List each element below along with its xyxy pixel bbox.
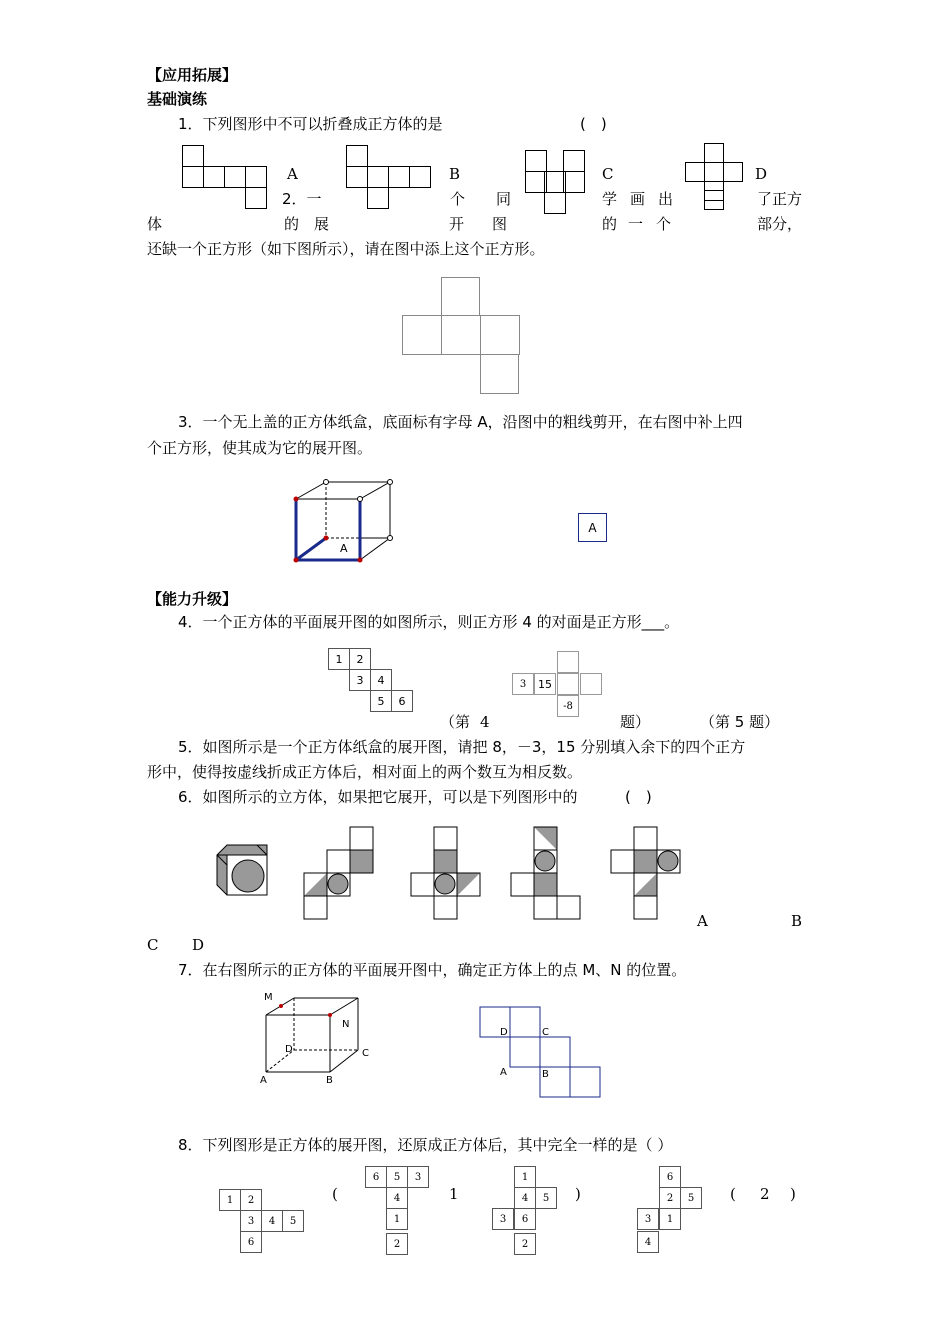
q4-caption-b: 题） xyxy=(620,713,651,731)
q7-cube-a: A xyxy=(260,1075,267,1086)
section-application: 【应用拓展】 xyxy=(147,66,238,84)
q3-cube xyxy=(290,478,400,568)
q3-line2: 个正方形，使其成为它的展开图。 xyxy=(147,439,373,457)
q7-text: 7．在右图所示的正方体的平面展开图中，确定正方体上的点 M、N 的位置。 xyxy=(178,961,687,979)
q8-mark: 2 xyxy=(760,1185,770,1203)
section-ability: 【能力升级】 xyxy=(147,590,238,608)
q2-word: 开 xyxy=(449,215,465,233)
q5-line2: 形中，使得按虚线折成正方体后，相对面上的两个数互为相反数。 xyxy=(147,763,583,781)
q6-cube xyxy=(215,843,275,903)
section-basic: 基础演练 xyxy=(147,90,208,108)
q8-mark: 1 xyxy=(449,1185,459,1203)
q4-caption-a: （第 xyxy=(440,713,471,731)
q1-text: 1．下列图形中不可以折叠成正方体的是 xyxy=(178,115,443,133)
q2-word: 了正方 xyxy=(757,190,803,208)
q2-word: 的 xyxy=(602,215,618,233)
q6-label-a: A xyxy=(697,912,708,930)
q2-word: 学 xyxy=(602,190,618,208)
q6-label-b: B xyxy=(791,912,803,930)
q8-mark: ( xyxy=(730,1185,736,1203)
q2-word: 2．一 xyxy=(282,190,322,208)
q2-word: 展 xyxy=(314,215,330,233)
q2-word: 个 xyxy=(656,215,672,233)
q6-paren: ( ) xyxy=(625,788,652,806)
q2-line3: 还缺一个正方形（如下图所示），请在图中添上这个正方形。 xyxy=(147,240,545,258)
q2-word: 的 xyxy=(284,215,300,233)
q6-option-c xyxy=(510,826,582,921)
q7-net-c: C xyxy=(542,1027,549,1038)
q2-word: 图 xyxy=(492,215,508,233)
q8-mark: ) xyxy=(790,1185,796,1203)
q8-mark: ) xyxy=(575,1185,581,1203)
q6-option-b xyxy=(410,826,482,921)
q7-net xyxy=(478,1005,608,1100)
q5-line1: 5．如图所示是一个正方体纸盒的展开图，请把 8，－3，15 分别填入余下的四个正方 xyxy=(178,738,746,756)
q6-option-a xyxy=(303,826,375,921)
q1-label-d: D xyxy=(755,165,768,183)
q6-option-d xyxy=(610,826,682,921)
q1-label-c: C xyxy=(602,165,614,183)
q6-label-d: D xyxy=(192,936,205,954)
q3-line1: 3．一个无上盖的正方体纸盒，底面标有字母 A，沿图中的粗线剪开，在右图中补上四 xyxy=(178,413,743,431)
q7-net-a: A xyxy=(500,1067,507,1078)
q7-cube-b: B xyxy=(326,1075,333,1086)
q6-label-c: C xyxy=(147,936,159,954)
q8-mark: ( xyxy=(332,1185,338,1203)
q5-caption: （第 5 题） xyxy=(700,713,780,731)
q2-word: 画 xyxy=(630,190,646,208)
q7-cube-d: D xyxy=(285,1044,293,1055)
q2-word: 部分， xyxy=(757,215,803,233)
q6-text: 6．如图所示的立方体，如果把它展开，可以是下列图形中的 xyxy=(178,788,578,806)
q1-paren: ( ) xyxy=(580,115,607,133)
q2-word: 个 xyxy=(450,190,466,208)
q1-label-b: B xyxy=(449,165,461,183)
q3-cube-label: A xyxy=(340,542,348,555)
q7-net-d: D xyxy=(500,1027,508,1038)
q2-word: 体 xyxy=(147,215,163,233)
q1-label-a: A xyxy=(287,165,298,183)
q3-square-a: A xyxy=(578,513,607,542)
q8-text: 8．下列图形是正方体的展开图，还原成正方体后，其中完全一样的是（ ） xyxy=(178,1136,673,1154)
q4-caption-num: 4 xyxy=(480,713,490,731)
q4-text: 4．一个正方体的平面展开图的如图所示，则正方形 4 的对面是正方形___。 xyxy=(178,613,680,631)
q7-cube-c: C xyxy=(362,1048,369,1059)
q2-word: 一 xyxy=(628,215,644,233)
q7-net-b: B xyxy=(542,1069,549,1080)
q7-cube xyxy=(258,990,378,1085)
q2-word: 同 xyxy=(496,190,512,208)
q7-cube-m: M xyxy=(264,992,273,1003)
q2-word: 出 xyxy=(658,190,674,208)
q7-cube-n: N xyxy=(342,1019,350,1030)
